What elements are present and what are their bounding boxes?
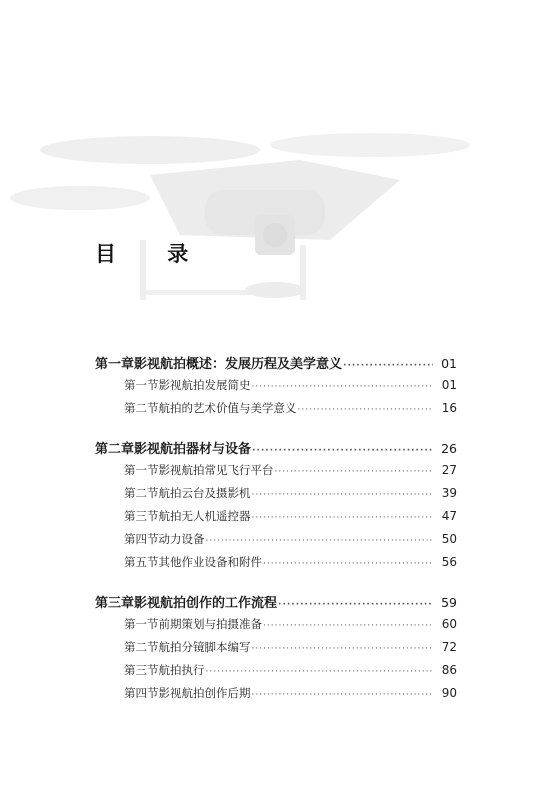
drone-watermark-icon (0, 120, 552, 320)
leader-dots (278, 600, 433, 610)
section-title: 航拍分镜脚本编写 (158, 640, 251, 654)
section-number: 第二节 (124, 640, 159, 654)
section-number: 第二节 (124, 401, 159, 415)
leader-dots (252, 490, 434, 500)
section-number: 第五节 (124, 555, 159, 569)
page-number: 60 (441, 617, 457, 631)
section-row[interactable] (95, 508, 457, 531)
leader-dots (263, 559, 433, 569)
section-row[interactable] (95, 462, 457, 485)
page-number: 01 (441, 356, 457, 371)
chapter-1 (95, 353, 457, 423)
section-title: 影视航拍常见飞行平台 (158, 463, 274, 477)
section-number: 第三节 (124, 663, 159, 677)
page-number: 86 (441, 663, 457, 677)
section-title: 前期策划与拍摄准备 (158, 617, 262, 631)
page-number: 27 (441, 463, 457, 477)
page-number: 39 (441, 486, 457, 500)
section-number: 第一节 (124, 617, 159, 631)
section-row[interactable] (95, 485, 457, 508)
section-title: 动力设备 (158, 532, 205, 546)
section-row[interactable] (95, 400, 457, 423)
section-title: 影视航拍发展简史 (158, 378, 251, 392)
chapter-title: 影视航拍概述：发展历程及美学意义 (134, 357, 343, 372)
section-number: 第二节 (124, 486, 159, 500)
chapter-number: 第二章 (95, 442, 135, 457)
page-title: 目 录 (95, 242, 211, 266)
section-row[interactable] (95, 554, 457, 577)
leader-dots (263, 621, 433, 631)
leader-dots (206, 536, 434, 546)
section-row[interactable] (95, 616, 457, 639)
section-row[interactable] (95, 685, 457, 708)
chapter-title: 影视航拍创作的工作流程 (134, 596, 278, 611)
section-row[interactable] (95, 639, 457, 662)
page-number: 01 (441, 378, 457, 392)
leader-dots (252, 382, 434, 392)
section-row[interactable] (95, 377, 457, 400)
page-number: 16 (441, 401, 457, 415)
section-number: 第三节 (124, 509, 159, 523)
page-number: 72 (441, 640, 457, 654)
chapter-row[interactable] (95, 353, 457, 377)
leader-dots (252, 446, 433, 456)
section-title: 影视航拍创作后期 (158, 686, 251, 700)
leader-dots (206, 667, 434, 677)
leader-dots (275, 467, 434, 477)
section-number: 第四节 (124, 686, 159, 700)
leader-dots (298, 405, 434, 415)
leader-dots (343, 361, 433, 371)
page-number: 90 (441, 686, 457, 700)
chapter-row[interactable] (95, 438, 457, 462)
table-of-contents (95, 353, 457, 723)
section-number: 第一节 (124, 463, 159, 477)
section-number: 第四节 (124, 532, 159, 546)
chapter-2 (95, 438, 457, 577)
section-title: 其他作业设备和附件 (158, 555, 262, 569)
section-number: 第一节 (124, 378, 159, 392)
section-title: 航拍的艺术价值与美学意义 (158, 401, 297, 415)
page-number: 59 (441, 595, 457, 610)
section-title: 航拍无人机遥控器 (158, 509, 251, 523)
section-row[interactable] (95, 662, 457, 685)
chapter-title: 影视航拍器材与设备 (134, 442, 252, 457)
page-number: 47 (441, 509, 457, 523)
leader-dots (252, 690, 434, 700)
chapter-row[interactable] (95, 592, 457, 616)
leader-dots (252, 513, 434, 523)
section-title: 航拍执行 (158, 663, 205, 677)
page-number: 56 (441, 555, 457, 569)
section-title: 航拍云台及摄影机 (158, 486, 251, 500)
chapter-number: 第一章 (95, 357, 135, 372)
chapter-number: 第三章 (95, 596, 135, 611)
page-number: 26 (441, 441, 457, 456)
page-number: 50 (441, 532, 457, 546)
chapter-3 (95, 592, 457, 708)
leader-dots (252, 644, 434, 654)
section-row[interactable] (95, 531, 457, 554)
